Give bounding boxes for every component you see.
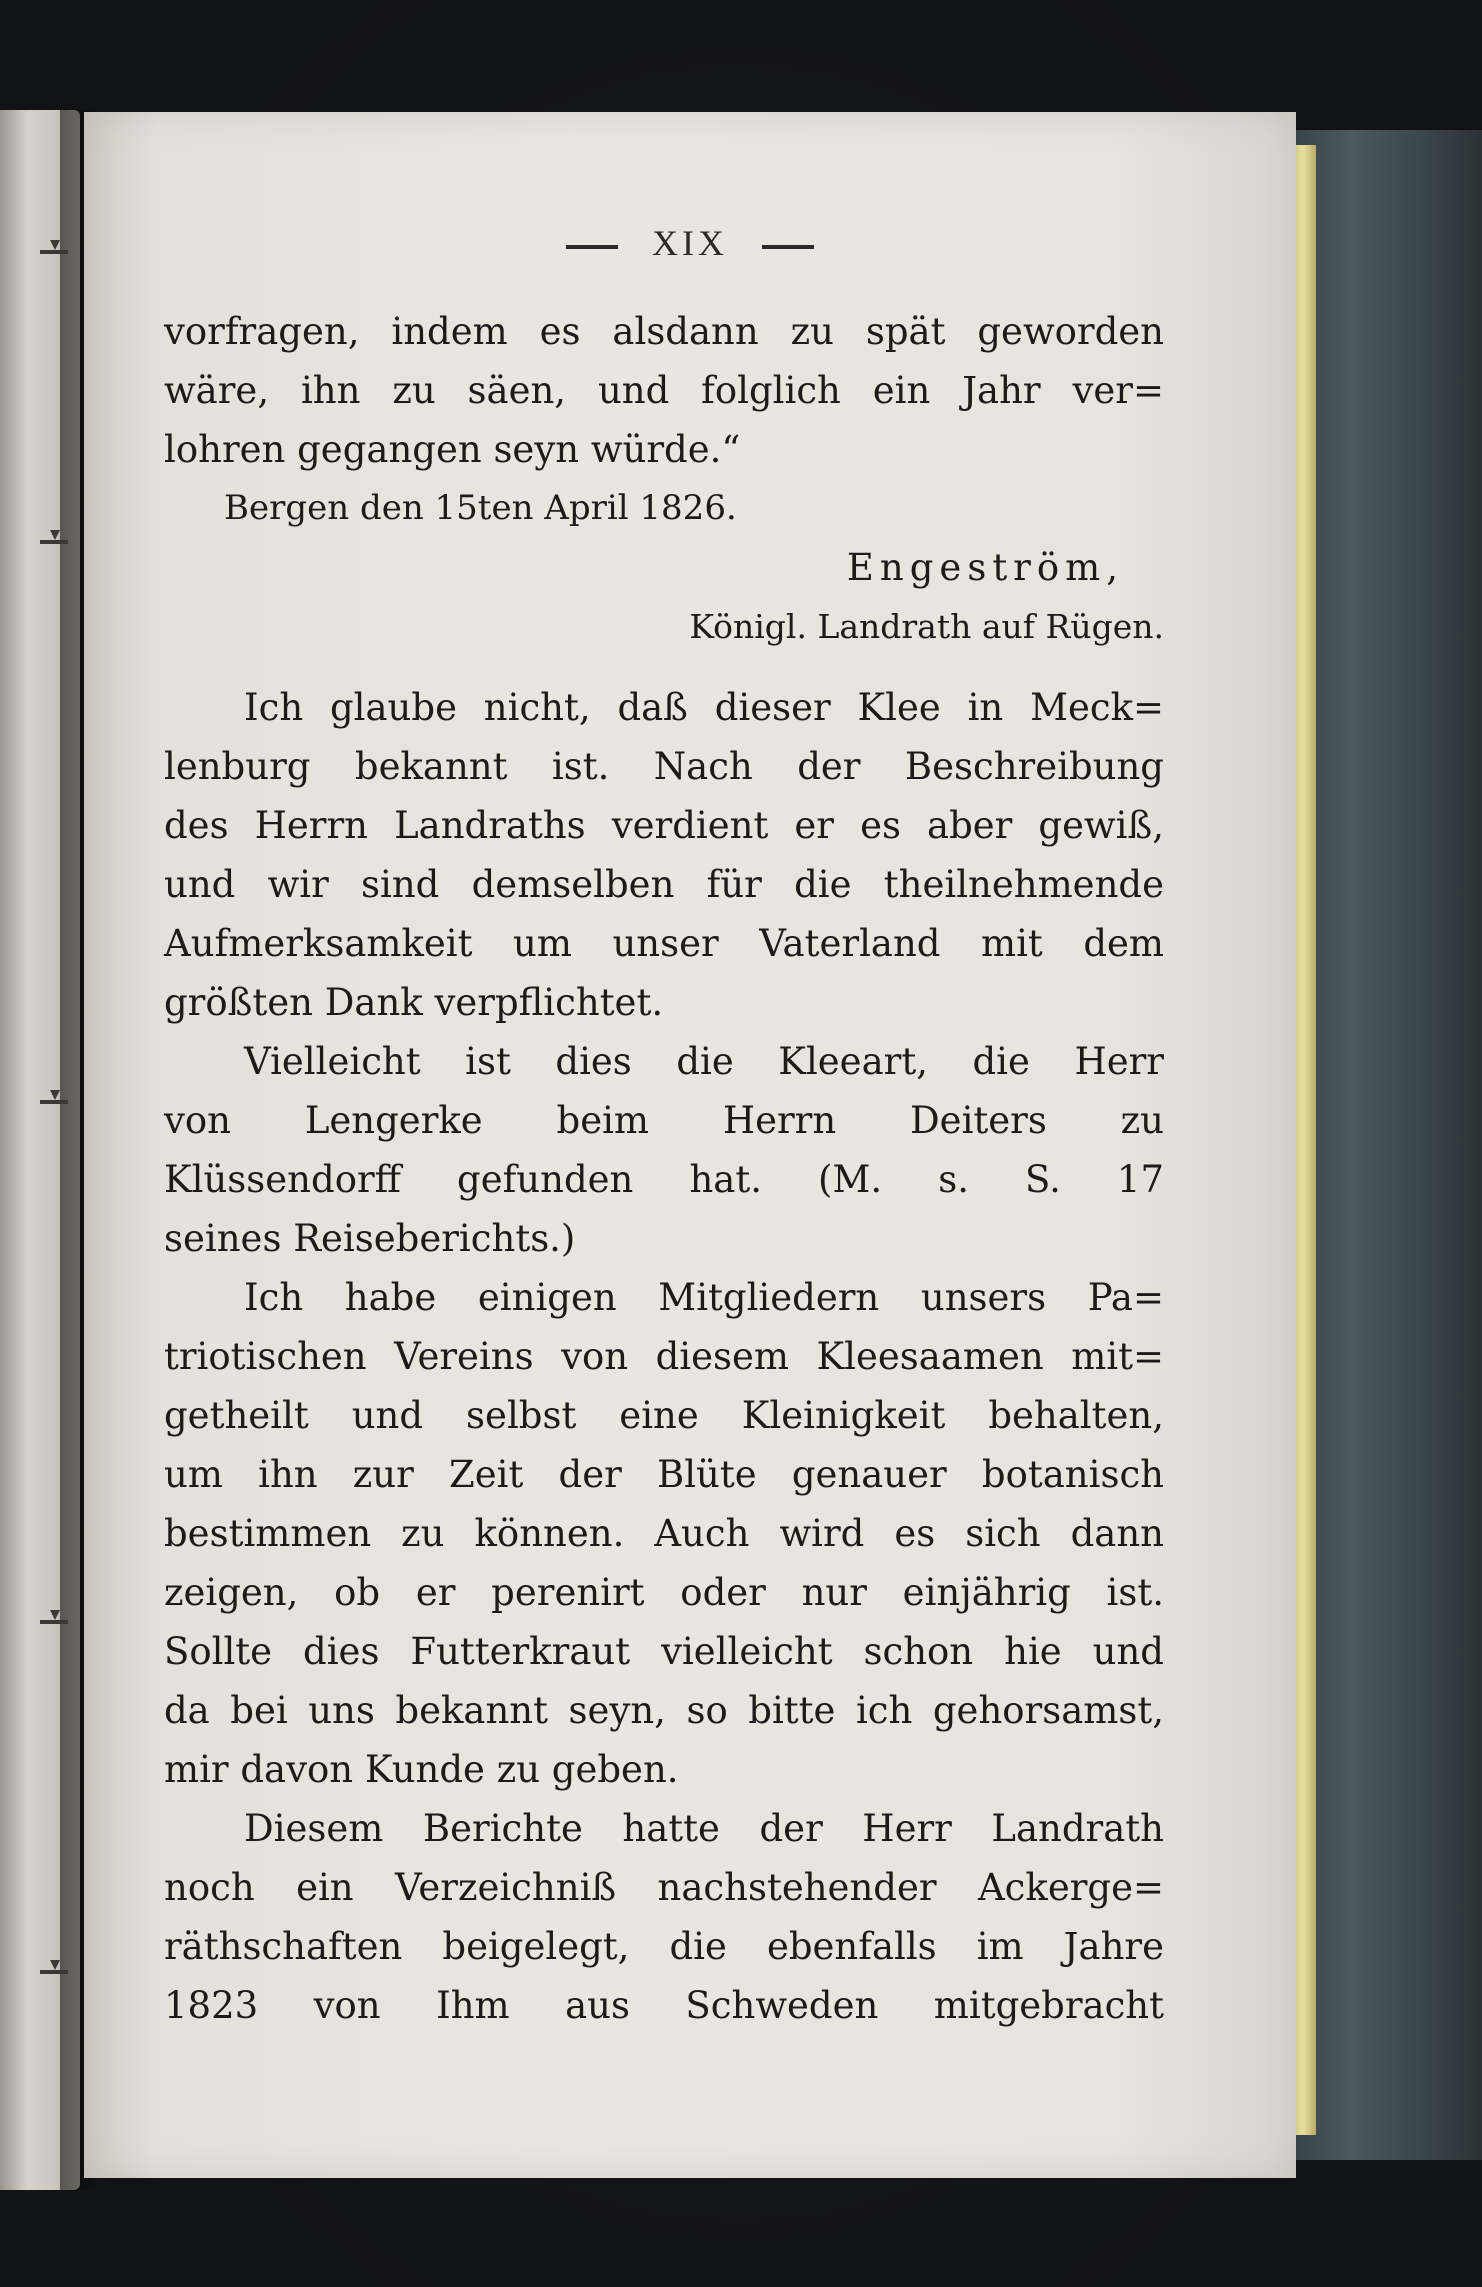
text-line: wäre, ihn zu säen, und folglich ein Jahr ver= <box>164 369 1164 412</box>
gutter-mark <box>40 1620 68 1624</box>
text-line: bestimmen zu können. Auch wird es sich dann <box>164 1512 1164 1555</box>
text-line: triotischen Vereins von diesem Kleesaamen mit= <box>164 1335 1164 1378</box>
text-line: Diesem Berichte hatte der Herr Landrath <box>244 1807 1164 1850</box>
text-line: noch ein Verzeichniß nachstehender Ackerge= <box>164 1866 1164 1909</box>
signature-name: Engeström, <box>846 546 1124 589</box>
book-cover-board <box>1295 130 1482 2160</box>
text-line: Sollte dies Futterkraut vielleicht schon hie und <box>164 1630 1164 1673</box>
text-line: vorfragen, indem es alsdann zu spät geworden <box>164 310 1164 353</box>
text-line: Aufmerksamkeit um unser Vaterland mit dem <box>164 922 1164 965</box>
gutter-mark <box>40 1100 68 1104</box>
text-line: um ihn zur Zeit der Blüte genauer botanisch <box>164 1453 1164 1496</box>
text-line: von Lengerke beim Herrn Deiters zu <box>164 1099 1164 1142</box>
dateline: Bergen den 15ten April 1826. <box>224 488 737 528</box>
head-dash-right <box>762 245 814 249</box>
text-line: da bei uns bekannt seyn, so bitte ich gehorsamst, <box>164 1689 1164 1732</box>
text-line: Ich habe einigen Mitgliedern unsers Pa= <box>244 1276 1164 1319</box>
text-line: des Herrn Landraths verdient er es aber gewiß, <box>164 804 1164 847</box>
text-line: 1823 von Ihm aus Schweden mitgebracht <box>164 1984 1164 2027</box>
page-number: XIX <box>652 223 728 263</box>
text-line: Klüssendorff gefunden hat. (M. s. S. 17 <box>164 1158 1164 1201</box>
signature-title: Königl. Landrath auf Rügen. <box>689 607 1164 646</box>
text-line: und wir sind demselben für die theilnehmende <box>164 863 1164 906</box>
book-page <box>84 112 1296 2178</box>
head-dash-left <box>566 245 618 249</box>
text-line: getheilt und selbst eine Kleinigkeit behalten, <box>164 1394 1164 1437</box>
text-line: größten Dank verpflichtet. <box>164 981 664 1024</box>
text-line: Vielleicht ist dies die Kleeart, die Herr <box>244 1040 1164 1083</box>
text-line: lohren gegangen seyn würde.“ <box>164 428 741 471</box>
text-line: seines Reiseberichts.) <box>164 1217 576 1260</box>
text-line: lenburg bekannt ist. Nach der Beschreibung <box>164 745 1164 788</box>
gutter-mark <box>40 540 68 544</box>
text-line: räthschaften beigelegt, die ebenfalls im Jahre <box>164 1925 1164 1968</box>
gutter-mark <box>40 1970 68 1974</box>
text-line: mir davon Kunde zu geben. <box>164 1748 679 1791</box>
text-line: Ich glaube nicht, daß dieser Klee in Meck= <box>244 686 1164 729</box>
body-text <box>164 302 1164 2035</box>
gutter-mark <box>40 250 68 254</box>
running-head <box>84 222 1296 264</box>
text-line: zeigen, ob er perenirt oder nur einjährig ist. <box>164 1571 1164 1614</box>
